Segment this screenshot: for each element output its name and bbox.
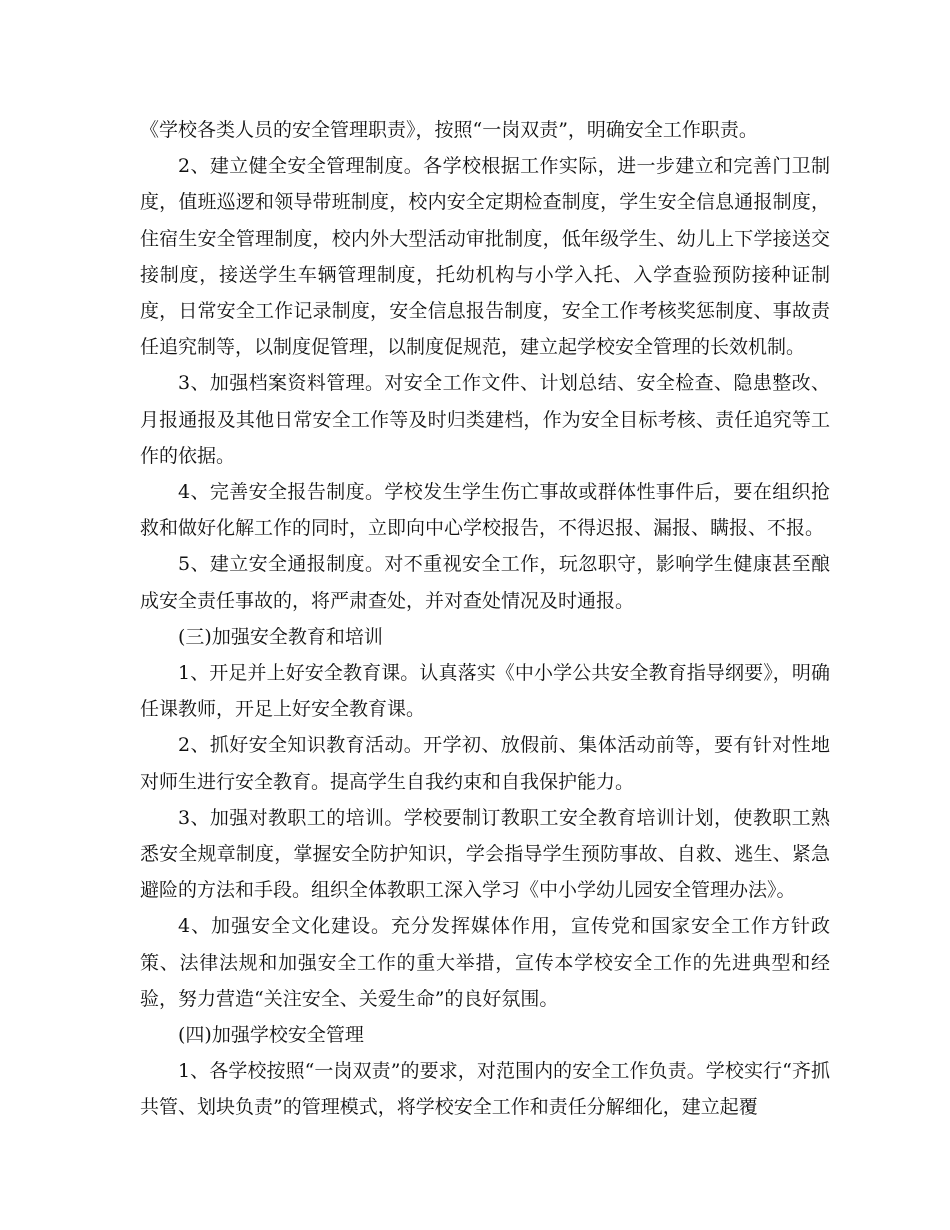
paragraph-safety-courses: 1、开足并上好安全教育课。认真落实《中小学公共安全教育指导纲要》，明确任课教师，开足上好安全教育课。	[140, 662, 830, 721]
paragraph-knowledge-activities: 2、抓好安全知识教育活动。开学初、放假前、集体活动前等，要有针对性地对师生进行安全教育。提高学生自我约束和自我保护能力。	[140, 734, 830, 793]
paragraph-staff-training: 3、加强对教职工的培训。学校要制订教职工安全教育培训计划，使教职工熟悉安全规章制度，掌握安全防护知识，学会指导学生预防事故、自救、逃生、紧急避险的方法和手段。组织全体教职工深入学习《中小学幼儿园安全管理办法》。	[140, 806, 830, 902]
paragraph-safety-reporting: 4、完善安全报告制度。学校发生学生伤亡事故或群体性事件后，要在组织抢救和做好化解工作的同时，立即向中心学校报告，不得迟报、漏报、瞒报、不报。	[140, 481, 830, 540]
paragraph-archive-management: 3、加强档案资料管理。对安全工作文件、计划总结、安全检查、隐患整改、月报通报及其他日常安全工作等及时归类建档，作为安全目标考核、责任追究等工作的依据。	[140, 372, 830, 467]
paragraph-safety-management-system: 2、建立健全安全管理制度。各学校根据工作实际，进一步建立和完善门卫制度，值班巡逻和领导带班制度，校内安全定期检查制度，学生安全信息通报制度，住宿生安全管理制度，校内外大型活动审批制度，低年级学生、幼儿上下学接送交接制度，接送学生车辆管理制度，托幼机构与小学入托、入学查验预防接种证制度，日常安全工作记录制度，安全信息报告制度，安全工作考核奖惩制度、事故责任追究制等，以制度促管理，以制度促规范，建立起学校安全管理的长效机制。	[140, 155, 830, 359]
paragraph-safety-culture: 4、加强安全文化建设。充分发挥媒体作用，宣传党和国家安全工作方针政策、法律法规和加强安全工作的重大举措，宣传本学校安全工作的先进典型和经验，努力营造“关注安全、关爱生命”的良好氛围。	[140, 915, 830, 1010]
section-heading-school-management: (四)加强学校安全管理	[178, 1024, 364, 1047]
paragraph-dual-responsibility: 1、各学校按照“一岗双责”的要求，对范围内的安全工作负责。学校实行“齐抓共管、划块负责”的管理模式，将学校安全工作和责任分解细化，建立起覆	[140, 1060, 830, 1119]
paragraph-continued-responsibilities: 《学校各类人员的安全管理职责》，按照“一岗双责”，明确安全工作职责。	[140, 119, 758, 141]
section-heading-education-training: (三)加强安全教育和培训	[178, 625, 383, 648]
document-body	[140, 112, 830, 1126]
paragraph-safety-notification: 5、建立安全通报制度。对不重视安全工作，玩忽职守，影响学生健康甚至酿成安全责任事故的，将严肃查处，并对查处情况及时通报。	[140, 553, 830, 612]
